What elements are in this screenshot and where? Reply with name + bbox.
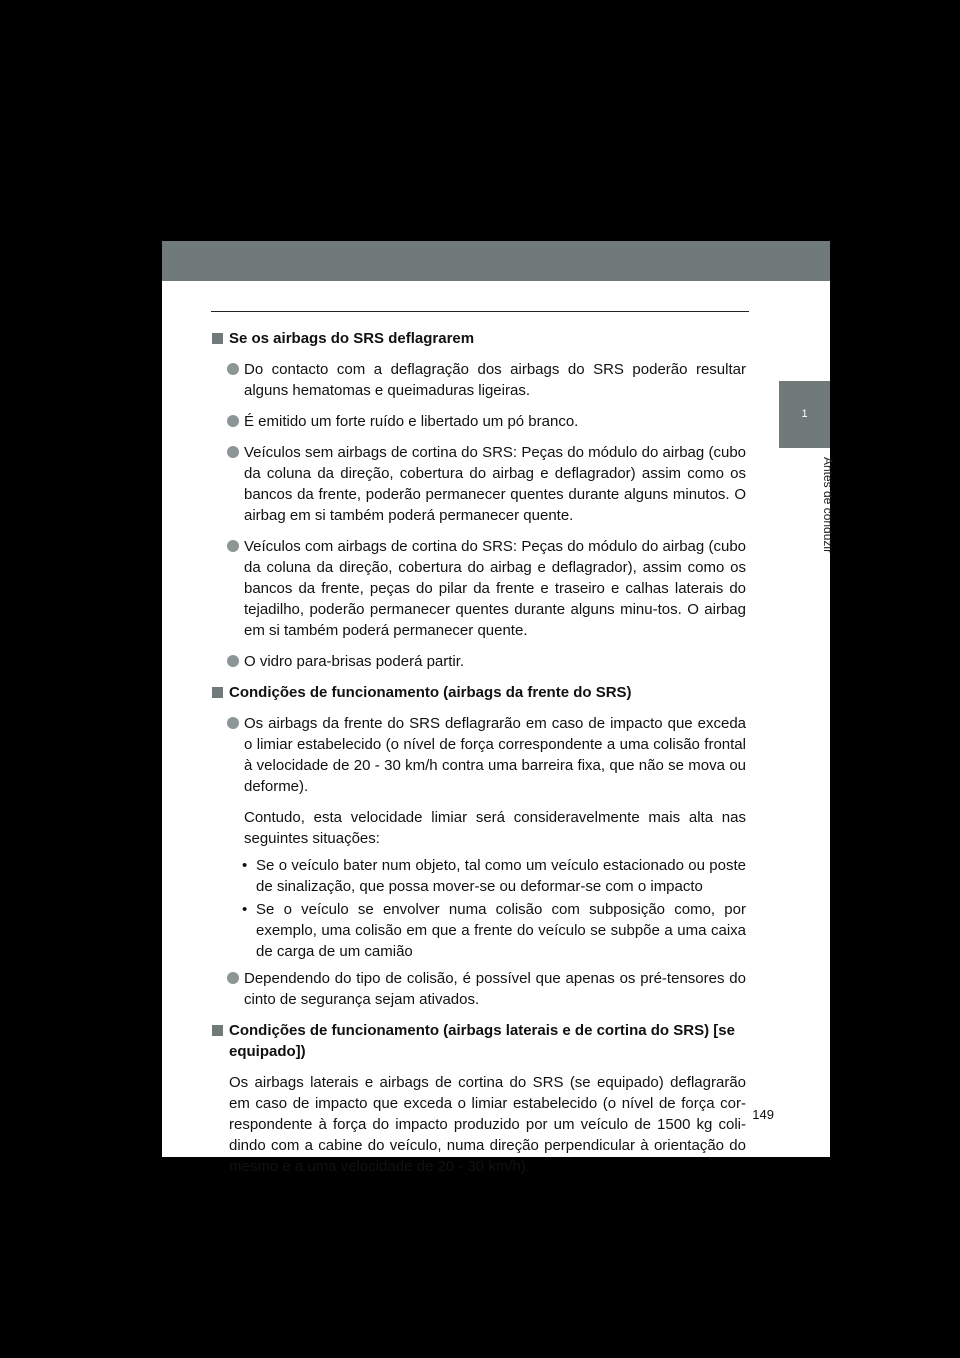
- header-band: [162, 241, 830, 281]
- paragraph: Contudo, esta velocidade limiar será consideravelmente mais alta nas seguintes situações:: [244, 809, 746, 847]
- dot-bullet-icon: •: [242, 901, 248, 918]
- chapter-number: 1: [801, 408, 808, 420]
- section-heading: Condições de funcionamento (airbags da frente do SRS): [212, 682, 746, 703]
- chapter-title: Antes de conduzir: [821, 457, 835, 554]
- bullet-item: Veículos com airbags de cortina do SRS: Peças do módulo do airbag (cubo da coluna da direção, cobertura do airbag e deflagrador), assim como os bancos da frente, peças do pilar da frente e traseiro e calhas laterais do tejadilho, poderão permanecer quentes durante alguns minu-tos. O airbag em si também poderá permanecer quente.: [244, 536, 746, 641]
- circle-bullet-icon: [227, 363, 239, 375]
- manual-page: [162, 241, 835, 1175]
- bullet-item: Dependendo do tipo de colisão, é possível que apenas os pré-tensores do cinto de segurança sejam ativados.: [244, 968, 746, 1010]
- section-heading: Condições de funcionamento (airbags laterais e de cortina do SRS) [se equipado]): [212, 1020, 746, 1062]
- bullet-item: Os airbags da frente do SRS deflagrarão em caso de impacto que exceda o limiar estabelecido (o nível de força correspondente a uma colisão frontal à velocidade de 20 - 30 km/h contra uma barreira fixa, que não se mova ou deforme).: [244, 713, 746, 797]
- circle-bullet-icon: [227, 717, 239, 729]
- circle-bullet-icon: [227, 540, 239, 552]
- chapter-tab: [779, 381, 830, 448]
- bullet-item: É emitido um forte ruído e libertado um pó branco.: [244, 411, 746, 432]
- bullet-item: O vidro para-brisas poderá partir.: [244, 651, 746, 672]
- page-number: 149: [752, 1107, 774, 1122]
- square-bullet-icon: [212, 1025, 223, 1036]
- section-heading: Se os airbags do SRS deflagrarem: [212, 328, 746, 349]
- square-bullet-icon: [212, 333, 223, 344]
- paragraph: Os airbags laterais e airbags de cortina do SRS (se equipado) deflagrarão em caso de impacto que exceda o limiar estabelecido (o nível de força cor-respondente à força do impacto produzido por um veículo de 1500 kg coli-dindo com a cabine do veículo, numa direção perpendicular à orientação do mesmo e a uma velocidade de 20 - 30 km/h).: [229, 1074, 746, 1175]
- bullet-item: Do contacto com a deflagração dos airbags do SRS poderão resultar alguns hematomas e queimaduras ligeiras.: [244, 359, 746, 401]
- circle-bullet-icon: [227, 655, 239, 667]
- top-rule: [211, 311, 749, 312]
- circle-bullet-icon: [227, 972, 239, 984]
- dash-item: • Se o veículo bater num objeto, tal como um veículo estacionado ou poste de sinalização, que possa mover-se ou deformar-se com o impacto: [242, 857, 746, 895]
- page-content: [212, 328, 746, 1187]
- square-bullet-icon: [212, 687, 223, 698]
- dash-item: • Se o veículo se envolver numa colisão com subposição como, por exemplo, uma colisão em que a frente do veículo se subpõe a uma caixa de carga de um camião: [242, 901, 746, 960]
- circle-bullet-icon: [227, 415, 239, 427]
- circle-bullet-icon: [227, 446, 239, 458]
- bullet-item: Veículos sem airbags de cortina do SRS: Peças do módulo do airbag (cubo da coluna da direção, cobertura do airbag e deflagrador) assim como os bancos da frente, poderão permanecer quentes durante alguns minutos. O airbag em si também poderá permanecer quente.: [244, 442, 746, 526]
- dot-bullet-icon: •: [242, 857, 248, 874]
